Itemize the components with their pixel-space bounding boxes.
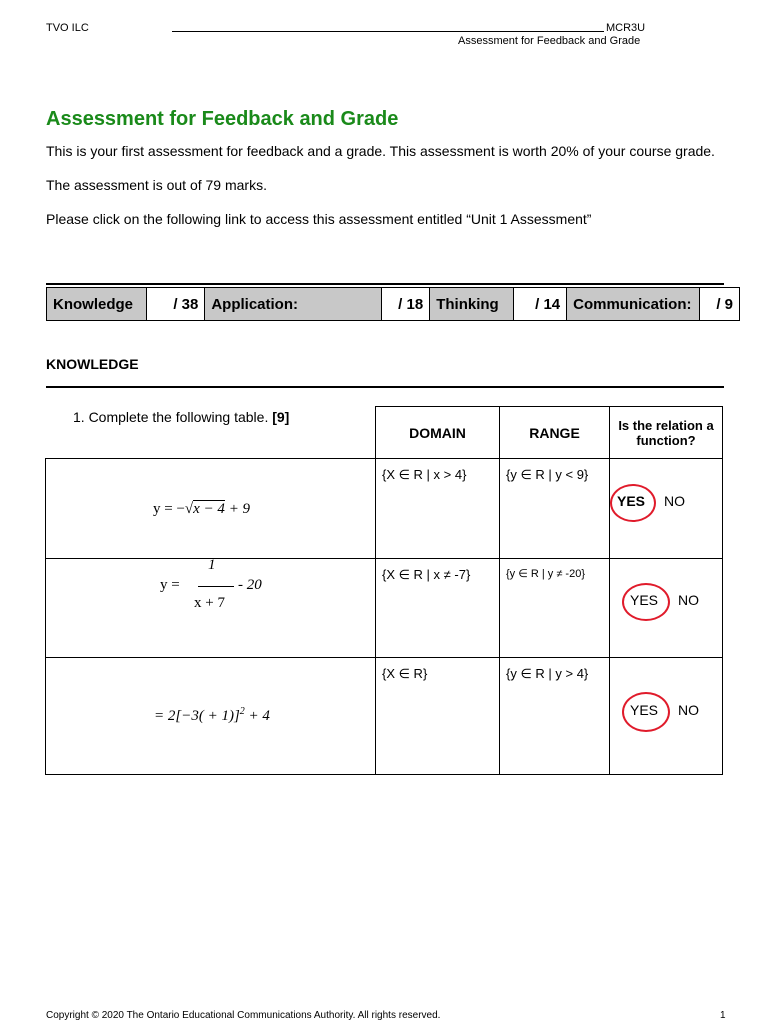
communication-score[interactable]: / 9 [699,288,739,321]
section-rule [46,386,724,388]
function-cell [609,657,723,775]
equation: y = −√x − 4 + 9 [153,501,251,517]
thinking-score[interactable]: / 14 [513,288,566,321]
communication-label: Communication: [567,288,700,321]
range-cell[interactable] [499,558,610,658]
equation-cell [45,458,376,559]
equation-cell [45,558,376,658]
function-cell [609,558,723,658]
application-score[interactable]: / 18 [382,288,430,321]
page-number: 1 [720,1010,726,1021]
equation-cell [45,657,376,775]
knowledge-label: Knowledge [47,288,147,321]
header-course: MCR3U [606,22,646,34]
section-heading: KNOWLEDGE [46,356,139,372]
knowledge-score[interactable]: / 38 [146,288,204,321]
no-option[interactable]: NO [678,702,699,718]
yes-option[interactable]: YES [617,493,646,509]
intro-paragraph: This is your first assessment for feedback and a grade. This assessment is worth 20% of your course grade. [46,143,715,159]
no-option[interactable]: NO [678,592,699,608]
fraction-bar [198,586,234,587]
question-prompt: 1. Complete the following table. [9] [73,409,290,425]
function-header: Is the relation a function? [609,406,723,459]
range-cell[interactable] [499,458,610,559]
header-org: TVO ILC [46,22,89,34]
domain-cell[interactable] [375,657,500,775]
copyright: Copyright © 2020 The Ontario Educational Communications Authority. All rights reserved. [46,1010,441,1021]
link-paragraph: Please click on the following link to access this assessment entitled “Unit 1 Assessment” [46,211,592,227]
header-subtitle: Assessment for Feedback and Grade [458,35,641,47]
fraction-denominator: x + 7 [194,595,225,611]
domain-header: DOMAIN [375,406,500,459]
range-answer: {y ∈ R | y < 9} [506,467,589,482]
range-cell[interactable] [499,657,610,775]
yes-option[interactable]: YES [630,702,659,718]
domain-answer: {X ∈ R} [382,666,428,681]
no-option[interactable]: NO [664,493,685,509]
equation: = $2[-3( + 1)]^2 + 4$ [154,706,270,724]
fraction-numerator: 1 [208,557,216,573]
domain-cell[interactable] [375,458,500,559]
application-label: Application: [205,288,382,321]
domain-answer: {X ∈ R | x ≠ -7} [382,567,471,582]
question-table [45,406,723,775]
score-table [46,287,740,321]
header-rule [172,31,604,32]
equation-rest: - 20 [238,577,262,593]
thinking-label: Thinking [430,288,514,321]
range-answer: {y ∈ R | y > 4} [506,666,589,681]
range-header: RANGE [499,406,610,459]
page-title: Assessment for Feedback and Grade [46,108,399,130]
function-cell [609,458,723,559]
domain-answer: {X ∈ R | x > 4} [382,467,467,482]
domain-cell[interactable] [375,558,500,658]
score-top-rule [46,283,724,285]
yes-option[interactable]: YES [630,592,659,608]
range-answer: {y ∈ R | y ≠ -20} [506,568,586,580]
equation-lhs: y = [160,577,180,593]
marks-paragraph: The assessment is out of 79 marks. [46,177,267,193]
